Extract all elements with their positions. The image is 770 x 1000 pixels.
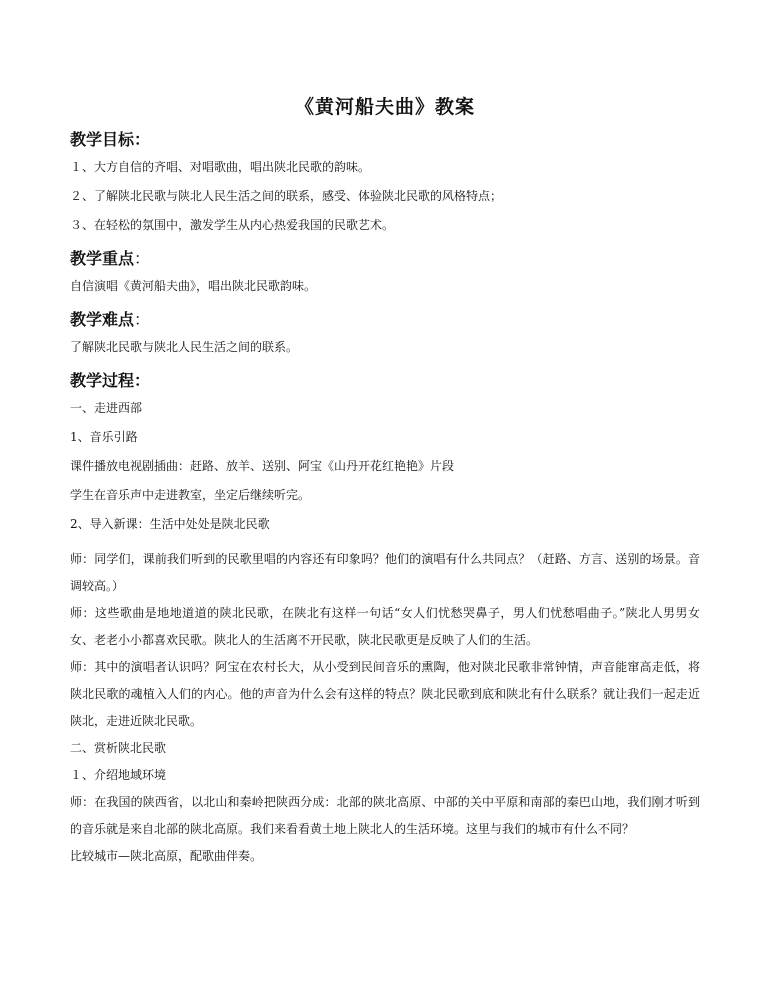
key-point-text: 自信演唱《黄河船夫曲》，唱出陕北民歌韵味。 bbox=[70, 279, 317, 293]
document-title: 《黄河船夫曲》教案 bbox=[294, 96, 475, 118]
process-paragraph: 师：这些歌曲是地地道道的陕北民歌，在陕北有这样一句话“女人们忧愁哭鼻子，男人们忧愁唱曲子。”陕北人男男女女、老老小小都喜欢民歌。陕北人的生活离不开民歌，陕北民歌更是反映了人们的生活。 bbox=[70, 606, 700, 647]
process-paragraph: 师：在我国的陕西省，以北山和秦岭把陕西分成：北部的陕北高原、中部的关中平原和南部的秦巴山地，我们刚才听到的音乐就是来自北部的陕北高原。我们来看看黄土地上陕北人的生活环境。这里与我们的城市有什么不同？ bbox=[70, 795, 700, 836]
process-line: 1、音乐引路 bbox=[70, 430, 138, 444]
process-line: 课件播放电视剧插曲：赶路、放羊、送别、阿宝《山丹开花红艳艳》片段 bbox=[70, 459, 455, 473]
goal-item: ２、了解陕北民歌与陕北人民生活之间的联系，感受、体验陕北民歌的风格特点； bbox=[70, 189, 503, 203]
process-line: 一、走进西部 bbox=[70, 401, 143, 415]
process-line: 2、导入新课：生活中处处是陕北民歌 bbox=[70, 517, 270, 531]
goal-item: １、大方自信的齐唱、对唱歌曲，唱出陕北民歌的韵味。 bbox=[70, 160, 371, 174]
section-heading-difficulty-colon: ： bbox=[134, 310, 151, 329]
difficulty-text: 了解陕北民歌与陕北人民生活之间的联系。 bbox=[70, 340, 299, 354]
process-paragraph: 师：同学们，课前我们听到的民歌里唱的内容还有印象吗？他们的演唱有什么共同点？（赶路、方言、送别的场景。音调较高。） bbox=[70, 552, 700, 593]
process-paragraph: 比较城市—陕北高原，配歌曲伴奏。 bbox=[70, 849, 263, 863]
goal-item: ３、在轻松的氛围中，激发学生从内心热爱我国的民歌艺术。 bbox=[70, 218, 395, 232]
process-line: 二、赏析陕北民歌 bbox=[70, 741, 167, 755]
document-body bbox=[70, 128, 700, 870]
section-heading-goals: 教学目标： bbox=[70, 130, 151, 149]
section-heading-key bbox=[70, 247, 700, 271]
process-line: １、介绍地域环境 bbox=[70, 768, 167, 782]
section-heading-process: 教学过程： bbox=[70, 371, 151, 390]
section-heading-key-colon: ： bbox=[134, 249, 151, 268]
process-line: 学生在音乐声中走进教室，坐定后继续听完。 bbox=[70, 488, 311, 502]
section-heading-difficulty bbox=[70, 308, 700, 332]
section-heading-difficulty-text: 教学难点 bbox=[70, 310, 135, 329]
process-paragraph: 师：其中的演唱者认识吗？阿宝在农村长大，从小受到民间音乐的熏陶，他对陕北民歌非常钟情，声音能窜高走低，将陕北民歌的魂植入人们的内心。他的声音为什么会有这样的特点？陕北民歌到底和陕北有什么联系？就让我们一起走近陕北，走进近陕北民歌。 bbox=[70, 660, 700, 728]
section-heading-key-text: 教学重点 bbox=[70, 249, 135, 268]
